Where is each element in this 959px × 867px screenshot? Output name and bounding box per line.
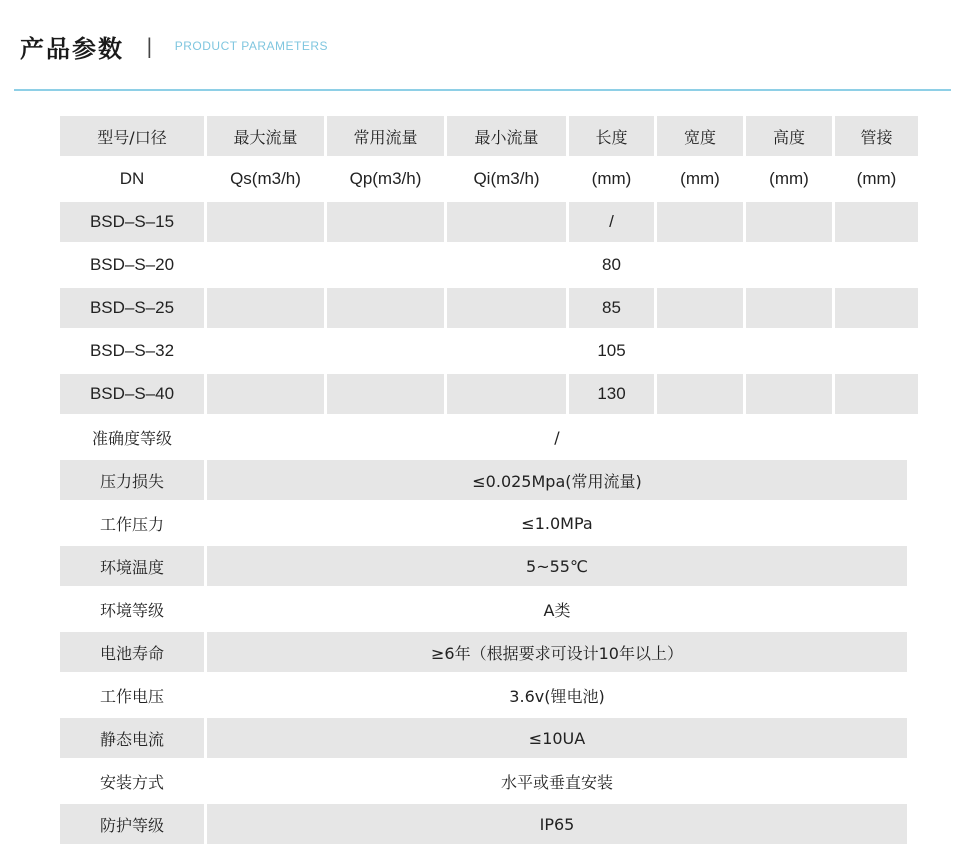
model-cell: BSD–S–25 xyxy=(60,288,204,328)
table-row xyxy=(60,374,907,414)
length-cell: 105 xyxy=(597,341,626,360)
model-cell: BSD–S–15 xyxy=(60,202,204,242)
unit-cell: Qp(m3/h) xyxy=(349,169,422,188)
spec-row xyxy=(60,546,907,586)
empty-cell xyxy=(327,331,444,371)
spec-value: IP65 xyxy=(207,804,907,844)
unit-cell: (mm) xyxy=(856,169,897,188)
table-row xyxy=(60,245,907,285)
spec-row xyxy=(60,675,907,715)
unit-cell: Qi(m3/h) xyxy=(473,169,540,188)
column-header: 最大流量 xyxy=(207,116,324,156)
page-subtitle: PRODUCT PARAMETERS xyxy=(174,39,328,53)
parameters-table xyxy=(60,116,907,847)
empty-cell xyxy=(207,288,324,328)
empty-cell xyxy=(657,331,743,371)
empty-cell xyxy=(447,288,566,328)
empty-cell xyxy=(207,245,324,285)
empty-cell xyxy=(657,288,743,328)
length-cell: / xyxy=(569,202,654,242)
spec-value: 5~55℃ xyxy=(207,546,907,586)
empty-cell xyxy=(207,374,324,414)
spec-label: 准确度等级 xyxy=(91,428,172,448)
unit-cell: Qs(m3/h) xyxy=(230,169,301,188)
empty-cell xyxy=(835,245,918,285)
empty-cell xyxy=(746,202,832,242)
spec-row xyxy=(60,589,907,629)
title-separator: | xyxy=(146,34,153,58)
length-cell: 130 xyxy=(569,374,654,414)
spec-label: 防护等级 xyxy=(60,804,204,844)
model-cell: BSD–S–20 xyxy=(89,255,175,274)
spec-row xyxy=(60,761,907,801)
empty-cell xyxy=(657,245,743,285)
empty-cell xyxy=(327,245,444,285)
length-cell: 80 xyxy=(602,255,621,274)
column-header: 高度 xyxy=(746,116,832,156)
spec-row xyxy=(60,417,907,457)
unit-cell: (mm) xyxy=(680,169,720,188)
column-header: 型号/口径 xyxy=(60,116,204,156)
unit-cell: DN xyxy=(119,169,145,188)
column-header: 管接 xyxy=(835,116,918,156)
empty-cell xyxy=(447,245,566,285)
empty-cell xyxy=(207,202,324,242)
spec-value: 水平或垂直安装 xyxy=(500,772,613,792)
section-header xyxy=(20,28,328,64)
unit-cell: (mm) xyxy=(769,169,809,188)
empty-cell xyxy=(447,374,566,414)
page-title: 产品参数 xyxy=(20,34,124,63)
spec-value: ≤1.0MPa xyxy=(521,513,593,533)
spec-label: 静态电流 xyxy=(60,718,204,758)
spec-value: 3.6v(锂电池) xyxy=(509,686,605,706)
spec-value: ≤0.025Mpa(常用流量) xyxy=(207,460,907,500)
column-header: 常用流量 xyxy=(327,116,444,156)
table-row xyxy=(60,288,907,328)
column-header: 宽度 xyxy=(657,116,743,156)
spec-value: ≤10UA xyxy=(207,718,907,758)
column-header: 最小流量 xyxy=(447,116,566,156)
model-cell: BSD–S–32 xyxy=(89,341,175,360)
table-row xyxy=(60,331,907,371)
empty-cell xyxy=(657,202,743,242)
table-unit-row xyxy=(60,159,907,199)
spec-row xyxy=(60,460,907,500)
empty-cell xyxy=(835,374,918,414)
empty-cell xyxy=(746,331,832,371)
spec-value: ≥6年（根据要求可设计10年以上） xyxy=(207,632,907,672)
empty-cell xyxy=(835,288,918,328)
model-cell: BSD–S–40 xyxy=(60,374,204,414)
empty-cell xyxy=(207,331,324,371)
empty-cell xyxy=(327,374,444,414)
spec-value: / xyxy=(554,427,560,447)
spec-label: 工作压力 xyxy=(99,514,164,534)
spec-label: 安装方式 xyxy=(99,772,164,792)
spec-row xyxy=(60,632,907,672)
column-header: 长度 xyxy=(569,116,654,156)
spec-label: 环境等级 xyxy=(99,600,164,620)
empty-cell xyxy=(835,331,918,371)
empty-cell xyxy=(746,288,832,328)
empty-cell xyxy=(327,202,444,242)
empty-cell xyxy=(447,202,566,242)
spec-label: 环境温度 xyxy=(60,546,204,586)
table-header-row xyxy=(60,116,907,156)
empty-cell xyxy=(657,374,743,414)
spec-label: 电池寿命 xyxy=(60,632,204,672)
spec-label: 工作电压 xyxy=(99,686,164,706)
spec-row xyxy=(60,718,907,758)
unit-cell: (mm) xyxy=(591,169,632,188)
empty-cell xyxy=(447,331,566,371)
spec-label: 压力损失 xyxy=(60,460,204,500)
empty-cell xyxy=(327,288,444,328)
spec-value: A类 xyxy=(543,600,571,620)
length-cell: 85 xyxy=(569,288,654,328)
header-divider xyxy=(14,89,951,91)
table-row xyxy=(60,202,907,242)
empty-cell xyxy=(835,202,918,242)
empty-cell xyxy=(746,374,832,414)
spec-row xyxy=(60,503,907,543)
spec-row xyxy=(60,804,907,844)
empty-cell xyxy=(746,245,832,285)
